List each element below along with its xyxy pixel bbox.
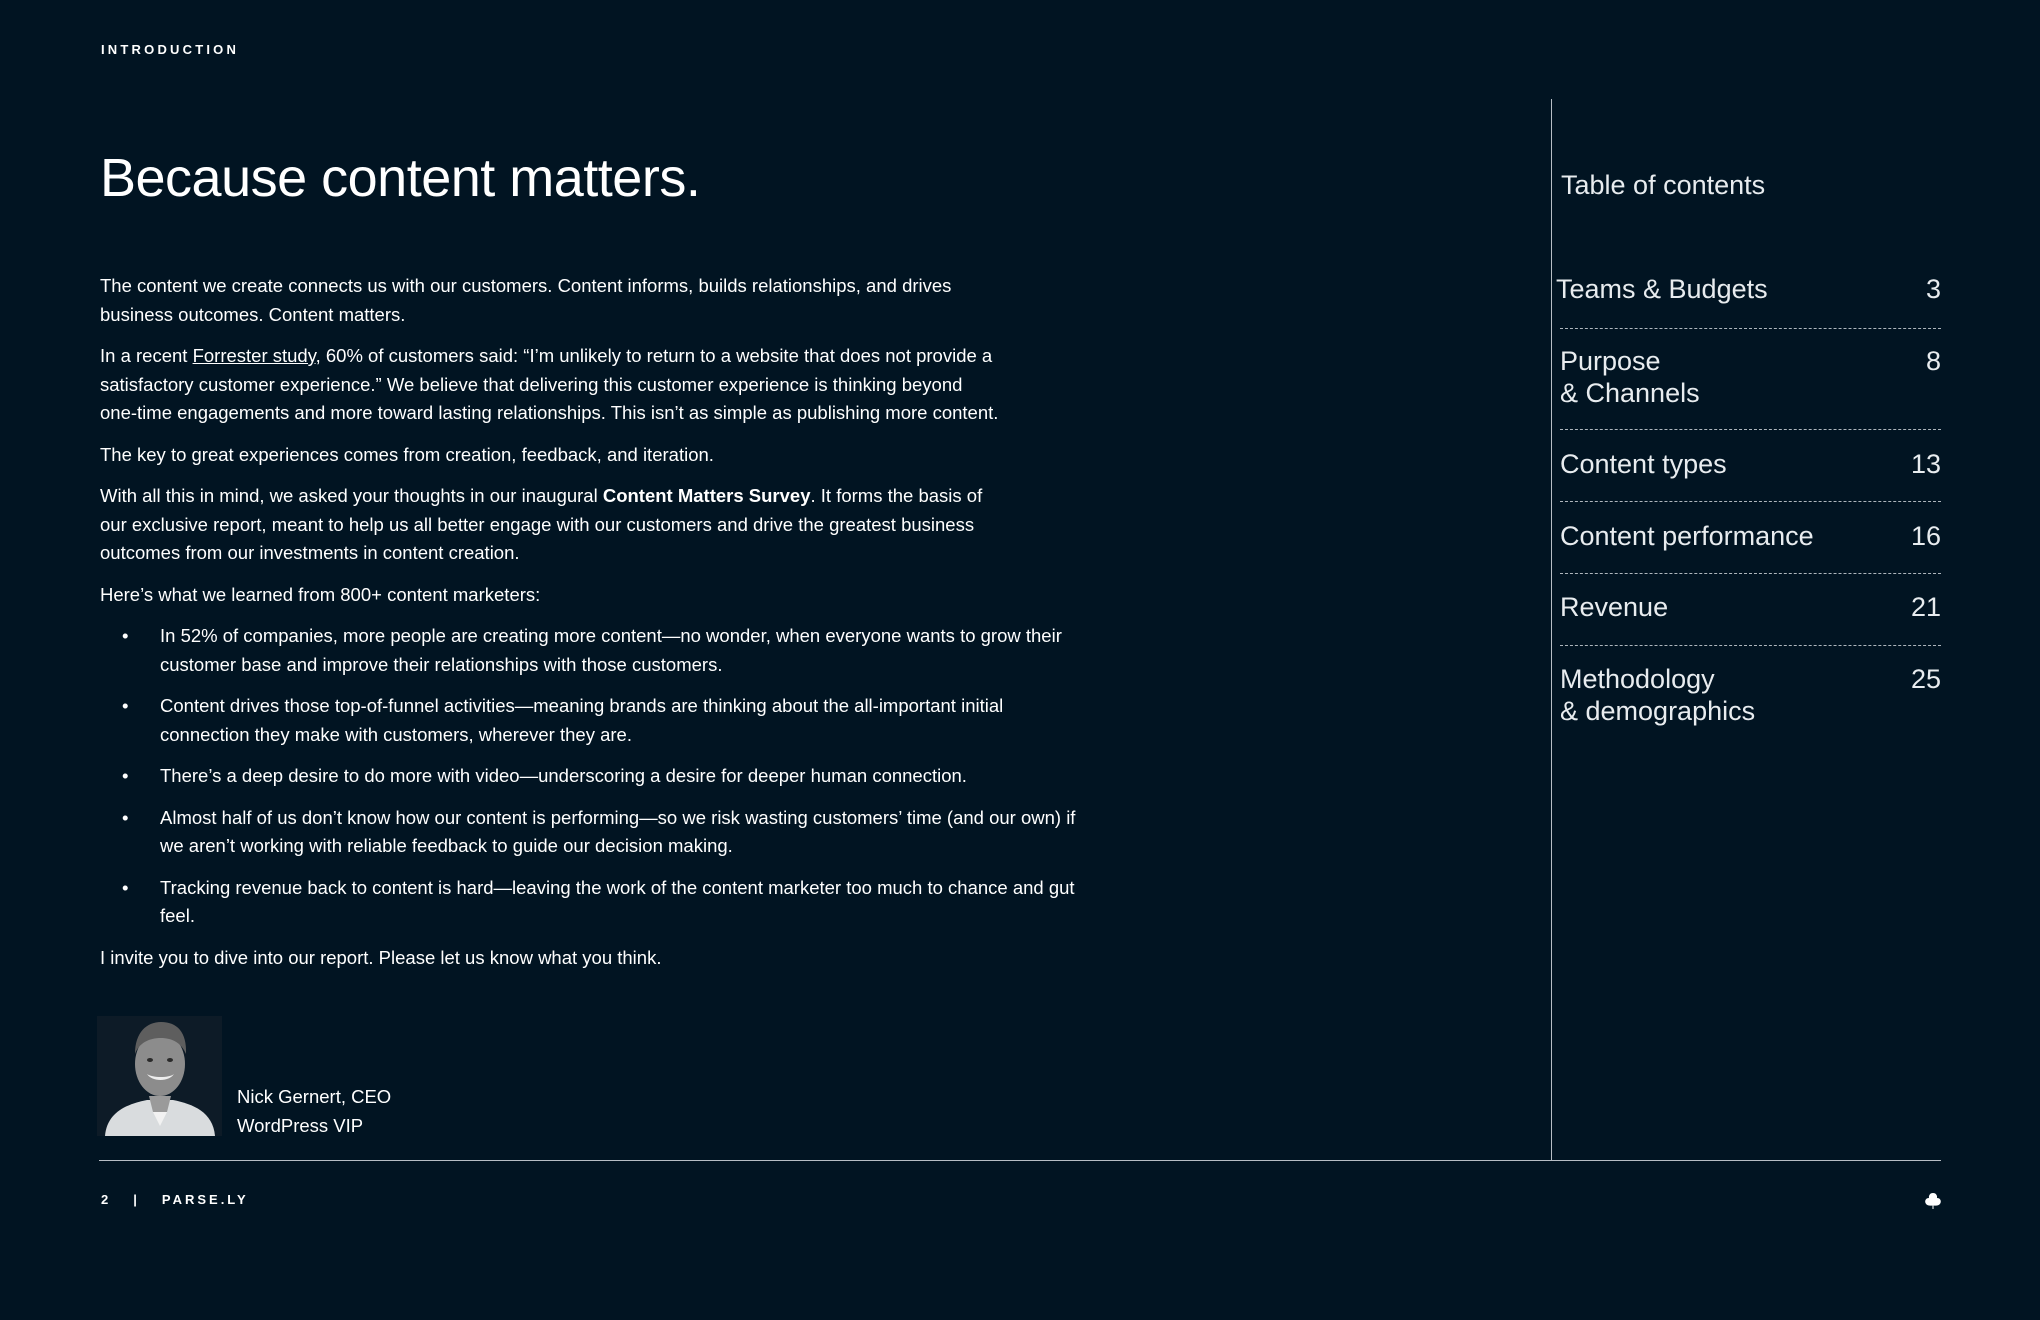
footer-divider — [99, 1160, 1941, 1161]
toc-item-label — [1560, 345, 1860, 409]
toc-item-page: 21 — [1910, 592, 1941, 622]
list-item-text: There’s a deep desire to do more with video—underscoring a desire for deeper human connection. — [160, 765, 967, 786]
signature-name: Nick Gernert, CEO — [237, 1086, 392, 1107]
signature-company: WordPress VIP — [237, 1115, 364, 1136]
toc-heading: Table of contents — [1561, 170, 1766, 200]
toc-item-label-line-2: & Channels — [1560, 378, 1700, 408]
section-label: INTRODUCTION — [101, 42, 240, 57]
toc-item-label — [1560, 663, 1860, 727]
toc-item-page: 8 — [1925, 346, 1941, 376]
intro-paragraph-4 — [100, 482, 1000, 568]
avatar — [97, 1016, 222, 1136]
page-number: 2 — [101, 1192, 112, 1207]
toc-item-label: Revenue — [1560, 592, 1669, 622]
toc-item-label: Teams & Budgets — [1556, 274, 1768, 304]
paragraph-2-rest: , 60% of customers said: “I’m unlikely to return to a website that does not provide a satisfactory customer experience.” We believe that delivering this customer experience is thinking beyond one-time engagements and more toward lasting relationships. This isn’t as simple as publishing more content. — [100, 345, 999, 423]
toc-item-label: Content performance — [1560, 521, 1814, 551]
footer — [101, 1192, 249, 1207]
bullet-icon: • — [122, 806, 129, 828]
paragraph-2-lead: In a recent — [100, 345, 193, 366]
toc-item-label-line-1: Purpose — [1560, 346, 1661, 376]
intro-body — [100, 272, 1076, 985]
toc-separator — [1560, 501, 1941, 502]
list-item — [100, 622, 1080, 679]
bullet-icon: • — [122, 695, 129, 716]
list-item — [100, 692, 1080, 749]
footer-brand: PARSE.LY — [161, 1192, 249, 1207]
list-item — [100, 762, 1080, 791]
intro-paragraph-5: Here’s what we learned from 800+ content marketers: — [100, 583, 541, 605]
list-item-text: In 52% of companies, more people are creating more content—no wonder, when everyone wants to grow their customer base and improve their relationships with those customers. — [160, 625, 1062, 675]
toc-item-page: 16 — [1910, 521, 1941, 551]
toc-separator — [1560, 573, 1941, 574]
ceo-portrait-icon — [97, 1016, 222, 1136]
list-item-text: Content drives those top-of-funnel activities—meaning brands are thinking about the all-important initial connection they make with customers, wherever they are. — [160, 695, 1004, 745]
toc-item-label: Content types — [1560, 449, 1727, 479]
list-item — [100, 874, 1080, 931]
list-item-text: Almost half of us don’t know how our content is performing—so we risk wasting customers’ time (and our own) if we aren’t working with reliable feedback to guide our decision making. — [160, 806, 1076, 856]
closing-paragraph: I invite you to dive into our report. Please let us know what you think. — [100, 946, 662, 968]
list-item-text: Tracking revenue back to content is hard—leaving the work of the content marketer too much to chance and gut feel. — [160, 876, 1075, 926]
intro-paragraph-1: The content we create connects us with our customers. Content informs, builds relationships, and drives business outcomes. Content matters. — [100, 275, 952, 325]
toc-item-label-line-1: Methodology — [1560, 664, 1715, 694]
toc-separator — [1560, 429, 1941, 430]
paragraph-4-lead: With all this in mind, we asked your thoughts in our inaugural — [100, 485, 603, 506]
toc-item-page: 3 — [1925, 274, 1941, 304]
toc-separator — [1560, 328, 1941, 329]
bullet-icon: • — [122, 876, 129, 898]
bullet-icon: • — [122, 765, 129, 786]
parsely-leaf-icon — [1924, 1192, 1942, 1210]
survey-name: Content Matters Survey — [602, 485, 811, 506]
toc-item-page: 25 — [1910, 664, 1941, 694]
list-item — [100, 804, 1080, 861]
toc-item-page: 13 — [1910, 449, 1941, 479]
intro-paragraph-3: The key to great experiences comes from creation, feedback, and iteration. — [100, 443, 714, 465]
toc-item-label-line-2: & demographics — [1560, 696, 1756, 726]
toc-separator — [1560, 645, 1941, 646]
paragraph-4-rest: . It forms the basis of our exclusive report, meant to help us all better engage with our customers and drive the greatest business outcomes from our investments in content creation. — [100, 485, 983, 563]
footer-separator: | — [133, 1192, 140, 1207]
sidebar-divider — [1551, 99, 1552, 1160]
forrester-study-link[interactable]: Forrester study — [192, 345, 316, 366]
intro-paragraph-2 — [100, 342, 1000, 428]
bullet-icon: • — [122, 625, 129, 646]
page-title: Because content matters. — [100, 148, 701, 208]
findings-list — [100, 622, 1076, 931]
